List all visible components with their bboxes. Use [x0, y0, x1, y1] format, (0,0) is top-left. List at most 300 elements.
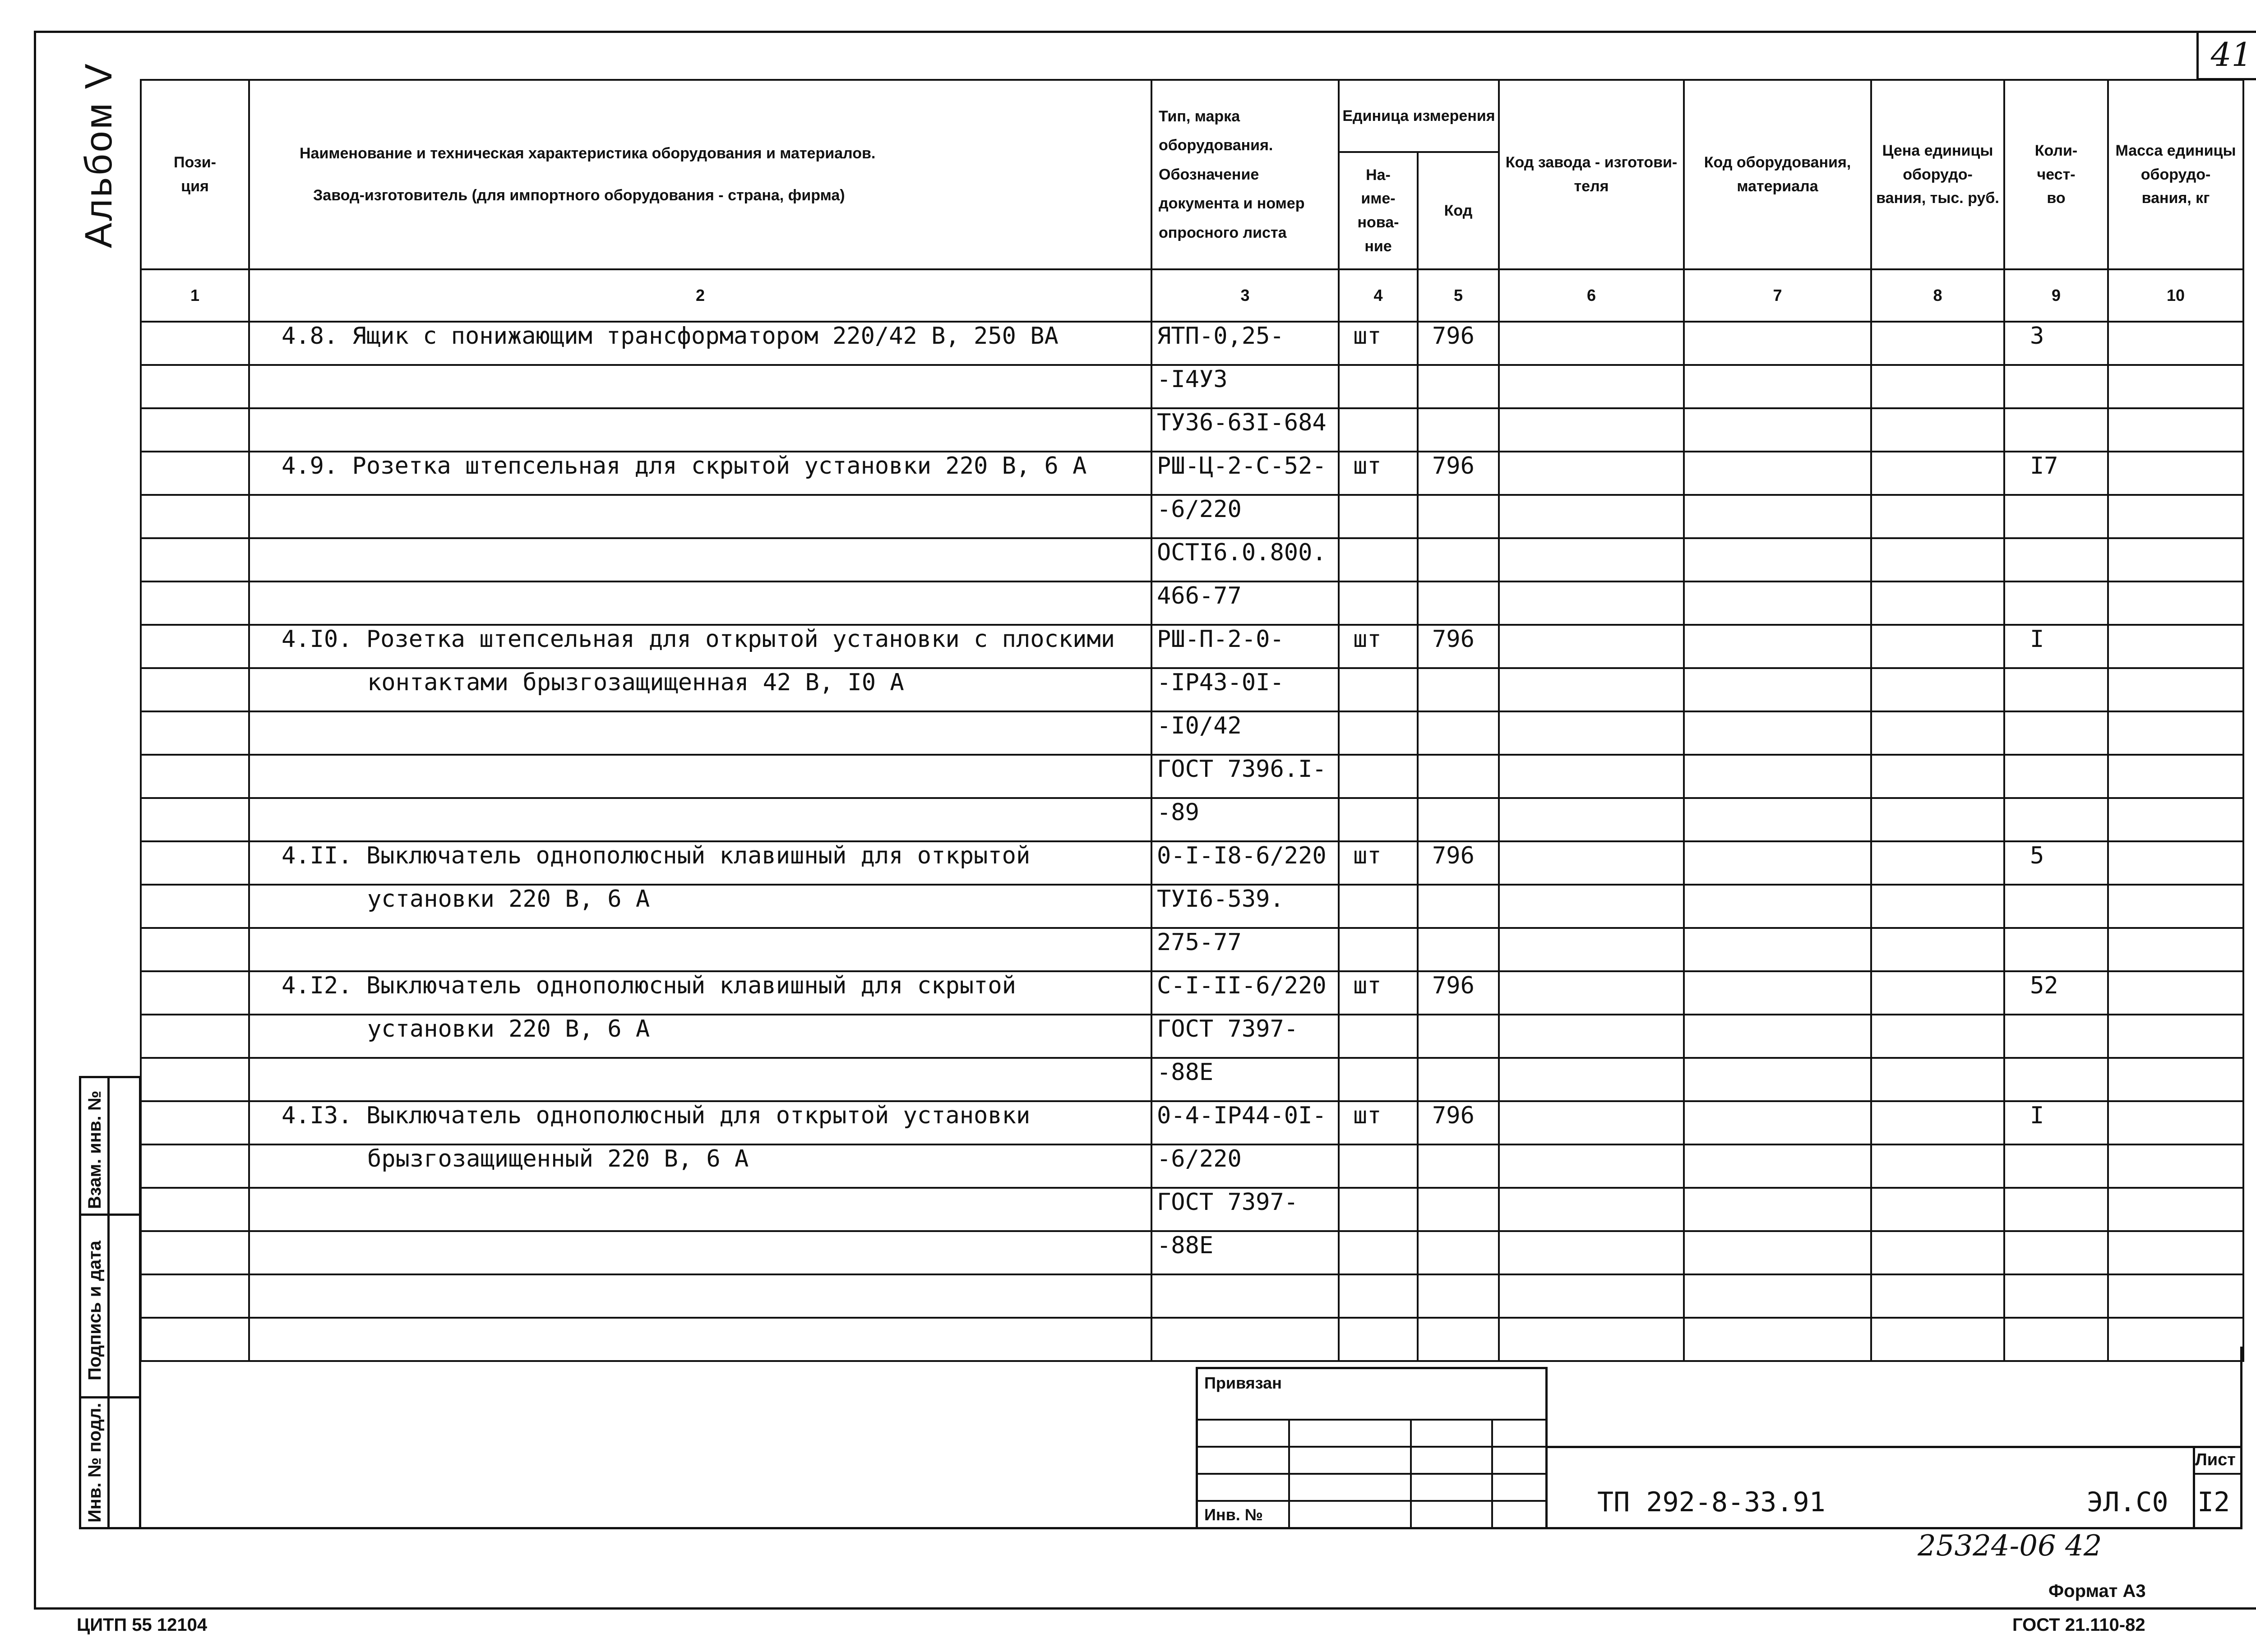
cell-name [249, 755, 1151, 798]
signature-date-label: Подпись и дата [85, 1241, 105, 1380]
cell-code [1418, 1015, 1499, 1058]
cell-unit [1339, 452, 1418, 495]
cell-pos [141, 668, 249, 711]
cell-qty [2004, 971, 2108, 1015]
table-row [141, 928, 2243, 971]
cell-price [1871, 885, 2004, 928]
cell-type [1151, 581, 1339, 625]
cell-name [249, 841, 1151, 885]
cell-equip [1684, 1318, 1871, 1361]
header-price: Цена единицы оборудо- вания, тыс. руб. [1871, 80, 2004, 269]
cell-equip [1684, 755, 1871, 798]
cell-factory [1499, 1058, 1684, 1101]
side-stamp-border [79, 1527, 141, 1529]
table-row [141, 1015, 2243, 1058]
cell-equip [1684, 581, 1871, 625]
cell-mass [2108, 452, 2243, 495]
cell-code [1418, 1274, 1499, 1318]
cell-pos [141, 1188, 249, 1231]
cell-type-text: -89 [1157, 799, 1199, 826]
cell-name [249, 538, 1151, 581]
cell-price [1871, 841, 2004, 885]
cell-price [1871, 1188, 2004, 1231]
cell-qty-text: I7 [2030, 452, 2058, 480]
specification-body [141, 322, 2243, 1361]
cell-price [1871, 711, 2004, 755]
cell-unit [1339, 668, 1418, 711]
cell-mass [2108, 841, 2243, 885]
col-number: 5 [1418, 269, 1499, 322]
cell-name [249, 495, 1151, 538]
cell-code [1418, 408, 1499, 452]
cell-equip [1684, 1015, 1871, 1058]
cell-equip [1684, 625, 1871, 668]
side-stamp-border [107, 1076, 110, 1529]
header-position: Пози- ция [141, 80, 249, 269]
cell-factory [1499, 1015, 1684, 1058]
cell-factory [1499, 798, 1684, 841]
side-stamp-border [79, 1396, 141, 1398]
cell-qty [2004, 365, 2108, 408]
cell-price [1871, 1015, 2004, 1058]
cell-type [1151, 841, 1339, 885]
footer-left-code: ЦИТП 55 12104 [77, 1615, 208, 1635]
cell-price [1871, 1231, 2004, 1274]
cell-factory [1499, 1231, 1684, 1274]
cell-unit-text: шт [1353, 1102, 1382, 1129]
cell-name [249, 1188, 1151, 1231]
cell-mass [2108, 885, 2243, 928]
cell-name [249, 408, 1151, 452]
cell-equip [1684, 322, 1871, 365]
table-row [141, 668, 2243, 711]
cell-factory [1499, 971, 1684, 1015]
cell-pos [141, 1101, 249, 1144]
cell-name [249, 625, 1151, 668]
cell-unit [1339, 408, 1418, 452]
cell-name-text: установки 220 В, 6 А [367, 1015, 650, 1043]
table-row [141, 885, 2243, 928]
cell-mass [2108, 1144, 2243, 1188]
cell-factory [1499, 625, 1684, 668]
cell-type-text: ТУ36-63I-684 [1157, 409, 1327, 436]
cell-code [1418, 755, 1499, 798]
cell-pos [141, 495, 249, 538]
table-row [141, 365, 2243, 408]
cell-factory [1499, 452, 1684, 495]
cell-pos [141, 1274, 249, 1318]
cell-factory [1499, 322, 1684, 365]
cell-mass [2108, 495, 2243, 538]
cell-factory [1499, 711, 1684, 755]
cell-equip [1684, 798, 1871, 841]
table-row [141, 495, 2243, 538]
cell-type [1151, 495, 1339, 538]
cell-unit [1339, 365, 1418, 408]
cell-mass [2108, 798, 2243, 841]
inv-original-label: Инв. № подл. [85, 1403, 105, 1523]
cell-unit [1339, 1318, 1418, 1361]
cell-type-text: -I4У3 [1157, 366, 1228, 393]
cell-type [1151, 1188, 1339, 1231]
cell-price [1871, 1058, 2004, 1101]
cell-mass [2108, 668, 2243, 711]
cell-type-text: ОСТI6.0.800. [1157, 539, 1327, 566]
cell-name-text: 4.I2. Выключатель однополюсный клавишный для скрытой [282, 972, 1016, 999]
cell-qty-text: I [2030, 1102, 2044, 1129]
cell-price [1871, 322, 2004, 365]
cell-qty-text: 52 [2030, 972, 2058, 999]
cell-price [1871, 928, 2004, 971]
cell-qty [2004, 928, 2108, 971]
cell-name [249, 1318, 1151, 1361]
cell-unit [1339, 1144, 1418, 1188]
cell-name-text: установки 220 В, 6 А [367, 886, 650, 913]
table-row [141, 1188, 2243, 1231]
cell-factory [1499, 538, 1684, 581]
cell-code [1418, 1318, 1499, 1361]
cell-type [1151, 971, 1339, 1015]
cell-qty [2004, 495, 2108, 538]
cell-unit [1339, 581, 1418, 625]
cell-type [1151, 1274, 1339, 1318]
cell-qty [2004, 1058, 2108, 1101]
cell-name-text: контактами брызгозащищенная 42 В, I0 А [367, 669, 904, 696]
cell-qty [2004, 755, 2108, 798]
cell-qty [2004, 625, 2108, 668]
cell-factory [1499, 495, 1684, 538]
cell-code [1418, 365, 1499, 408]
col-number: 4 [1339, 269, 1418, 322]
cell-factory [1499, 365, 1684, 408]
cell-mass [2108, 625, 2243, 668]
cell-equip [1684, 1058, 1871, 1101]
cell-mass [2108, 365, 2243, 408]
cell-type [1151, 408, 1339, 452]
inv-no-label: Инв. № [1204, 1505, 1263, 1524]
table-row [141, 1144, 2243, 1188]
cell-factory [1499, 755, 1684, 798]
cell-type-text: -6/220 [1157, 1145, 1242, 1172]
cell-name [249, 798, 1151, 841]
cell-type [1151, 928, 1339, 971]
cell-equip [1684, 1274, 1871, 1318]
side-stamp-border [79, 1214, 141, 1216]
cell-equip [1684, 1188, 1871, 1231]
cell-type [1151, 322, 1339, 365]
cell-mass [2108, 1101, 2243, 1144]
cell-type-text: 0-I-I8-6/220 [1157, 842, 1327, 869]
cell-mass [2108, 711, 2243, 755]
cell-code [1418, 538, 1499, 581]
cell-name [249, 1274, 1151, 1318]
cell-name-text: 4.I0. Розетка штепсельная для открытой установки с плоскими [282, 626, 1115, 653]
cell-qty [2004, 798, 2108, 841]
table-row [141, 322, 2243, 365]
cell-type [1151, 365, 1339, 408]
table-row [141, 581, 2243, 625]
cell-mass [2108, 1231, 2243, 1274]
cell-unit-text: шт [1353, 972, 1382, 999]
cell-name [249, 885, 1151, 928]
cell-name [249, 1015, 1151, 1058]
cell-type-text: 466-77 [1157, 582, 1242, 609]
header-quantity: Коли- чест- во [2004, 80, 2108, 269]
cell-equip [1684, 841, 1871, 885]
col-number: 6 [1499, 269, 1684, 322]
cell-price [1871, 452, 2004, 495]
cell-code-text: 796 [1432, 972, 1475, 999]
cell-equip [1684, 668, 1871, 711]
cell-pos [141, 408, 249, 452]
cell-qty [2004, 581, 2108, 625]
cell-type-text: ТУI6-539. [1157, 886, 1284, 913]
cell-type [1151, 625, 1339, 668]
cell-name [249, 1058, 1151, 1101]
cell-qty-text: 5 [2030, 842, 2044, 869]
cell-equip [1684, 495, 1871, 538]
cell-pos [141, 1318, 249, 1361]
corner-sheet-number: 41 [2196, 31, 2256, 80]
cell-pos [141, 1058, 249, 1101]
list-label: Лист [2195, 1450, 2236, 1469]
header-unit-code: Код [1418, 152, 1499, 269]
table-row [141, 452, 2243, 495]
cell-equip [1684, 1101, 1871, 1144]
cell-price [1871, 1318, 2004, 1361]
cell-type [1151, 755, 1339, 798]
column-numbers [141, 269, 2243, 322]
cell-type-text: -IP43-0I- [1157, 669, 1284, 696]
cell-qty [2004, 711, 2108, 755]
cell-price [1871, 755, 2004, 798]
side-stamp-border [139, 1076, 141, 1529]
cell-code [1418, 322, 1499, 365]
cell-unit-text: шт [1353, 452, 1382, 480]
cell-factory [1499, 928, 1684, 971]
cell-name-text: 4.I3. Выключатель однополюсный для открытой установки [282, 1102, 1031, 1129]
cell-mass [2108, 581, 2243, 625]
list-number: I2 [2197, 1486, 2230, 1518]
cell-name [249, 1101, 1151, 1144]
cell-code [1418, 971, 1499, 1015]
cell-code [1418, 668, 1499, 711]
cell-code [1418, 798, 1499, 841]
cell-pos [141, 798, 249, 841]
header-factory-code: Код завода - изготови- теля [1499, 80, 1684, 269]
cell-code [1418, 581, 1499, 625]
table-row [141, 755, 2243, 798]
cell-factory [1499, 581, 1684, 625]
cell-factory [1499, 1274, 1684, 1318]
cell-code-text: 796 [1432, 323, 1475, 350]
cell-equip [1684, 408, 1871, 452]
col-number: 8 [1871, 269, 2004, 322]
cell-equip [1684, 452, 1871, 495]
document-code: ТП 292-8-33.91 [1597, 1486, 1826, 1518]
document-suffix: ЭЛ.С0 [2087, 1486, 2168, 1518]
cell-pos [141, 452, 249, 495]
cell-mass [2108, 928, 2243, 971]
cell-qty [2004, 885, 2108, 928]
cell-pos [141, 365, 249, 408]
cell-code [1418, 625, 1499, 668]
table-row [141, 1274, 2243, 1318]
cell-price [1871, 495, 2004, 538]
cell-factory [1499, 1188, 1684, 1231]
cell-type-text: ГОСТ 7397- [1157, 1015, 1299, 1043]
table-row [141, 971, 2243, 1015]
col-number: 7 [1684, 269, 1871, 322]
privyazan-label: Привязан [1204, 1374, 1282, 1392]
cell-unit [1339, 798, 1418, 841]
cell-qty [2004, 1274, 2108, 1318]
cell-pos [141, 1231, 249, 1274]
cell-pos [141, 538, 249, 581]
table-row [141, 1101, 2243, 1144]
cell-code [1418, 1058, 1499, 1101]
header-unit: Единица измерения [1339, 80, 1499, 152]
cell-code-text: 796 [1432, 452, 1475, 480]
cell-name [249, 365, 1151, 408]
cell-type [1151, 798, 1339, 841]
cell-qty [2004, 538, 2108, 581]
header-type: Тип, марка оборудования. Обозначение документа и номер опросного листа [1151, 80, 1339, 269]
cell-pos [141, 711, 249, 755]
cell-pos [141, 625, 249, 668]
cell-code [1418, 452, 1499, 495]
cell-price [1871, 668, 2004, 711]
cell-pos [141, 755, 249, 798]
cell-price [1871, 1144, 2004, 1188]
col-number: 2 [249, 269, 1151, 322]
cell-factory [1499, 668, 1684, 711]
table-row [141, 538, 2243, 581]
cell-type [1151, 538, 1339, 581]
cell-unit [1339, 1101, 1418, 1144]
col-number: 3 [1151, 269, 1339, 322]
cell-unit [1339, 625, 1418, 668]
cell-mass [2108, 971, 2243, 1015]
binding-stamp [1196, 1367, 1548, 1529]
cell-equip [1684, 928, 1871, 971]
cell-unit [1339, 885, 1418, 928]
cell-name [249, 928, 1151, 971]
cell-qty-text: 3 [2030, 323, 2044, 350]
cell-qty [2004, 1318, 2108, 1361]
cell-code [1418, 1188, 1499, 1231]
cell-mass [2108, 538, 2243, 581]
cell-unit [1339, 928, 1418, 971]
header-name: Наименование и техническая характеристика оборудования и материалов. Завод-изготовитель (для импортного оборудования - страна, фирма) [249, 80, 1151, 269]
header-equipment-code: Код оборудования, материала [1684, 80, 1871, 269]
cell-type [1151, 668, 1339, 711]
cell-unit [1339, 538, 1418, 581]
cell-qty [2004, 668, 2108, 711]
cell-factory [1499, 885, 1684, 928]
cell-unit [1339, 755, 1418, 798]
table-row [141, 625, 2243, 668]
cell-pos [141, 1015, 249, 1058]
table-row [141, 711, 2243, 755]
title-block-border [1548, 1446, 2242, 1448]
cell-pos [141, 581, 249, 625]
cell-qty [2004, 1101, 2108, 1144]
cell-price [1871, 1274, 2004, 1318]
cell-type-text: С-I-II-6/220 [1157, 972, 1327, 999]
cell-unit [1339, 711, 1418, 755]
cell-name-text: брызгозащищенный 220 В, 6 А [367, 1145, 749, 1172]
cell-name [249, 452, 1151, 495]
cell-pos [141, 885, 249, 928]
cell-name [249, 1144, 1151, 1188]
footer-gost: ГОСТ 21.110-82 [2012, 1615, 2145, 1635]
cell-factory [1499, 1144, 1684, 1188]
col-number: 9 [2004, 269, 2108, 322]
cell-qty [2004, 841, 2108, 885]
cell-mass [2108, 755, 2243, 798]
cell-code [1418, 1231, 1499, 1274]
cell-price [1871, 971, 2004, 1015]
table-row [141, 1318, 2243, 1361]
cell-code [1418, 1101, 1499, 1144]
cell-unit-text: шт [1353, 842, 1382, 869]
cell-type [1151, 1101, 1339, 1144]
cell-price [1871, 1101, 2004, 1144]
cell-type-text: ГОСТ 7397- [1157, 1189, 1299, 1216]
cell-qty [2004, 1144, 2108, 1188]
cell-qty [2004, 408, 2108, 452]
cell-unit [1339, 1188, 1418, 1231]
cell-qty [2004, 1188, 2108, 1231]
cell-type-text: ГОСТ 7396.I- [1157, 756, 1327, 783]
cell-name-text: 4.8. Ящик с понижающим трансформатором 220/42 В, 250 ВА [282, 323, 1059, 350]
cell-type [1151, 452, 1339, 495]
cell-type [1151, 1015, 1339, 1058]
album-label: Альбом V [77, 62, 120, 248]
cell-price [1871, 365, 2004, 408]
cell-code-text: 796 [1432, 626, 1475, 653]
cell-factory [1499, 1318, 1684, 1361]
cell-code [1418, 711, 1499, 755]
table-row [141, 798, 2243, 841]
cell-type-text: РШ-Ц-2-С-52- [1157, 452, 1327, 480]
cell-qty [2004, 1231, 2108, 1274]
cell-unit [1339, 1058, 1418, 1101]
cell-price [1871, 581, 2004, 625]
cell-mass [2108, 1188, 2243, 1231]
cell-code-text: 796 [1432, 842, 1475, 869]
cell-name [249, 711, 1151, 755]
cell-type-text: -6/220 [1157, 496, 1242, 523]
cell-type-text: РШ-П-2-0- [1157, 626, 1284, 653]
cell-equip [1684, 1144, 1871, 1188]
cell-price [1871, 625, 2004, 668]
side-stamp-border [79, 1076, 81, 1529]
cell-name-text: 4.II. Выключатель однополюсный клавишный для открытой [282, 842, 1031, 869]
cell-pos [141, 971, 249, 1015]
handwritten-number: 25324-06 42 [1918, 1529, 2102, 1563]
cell-pos [141, 322, 249, 365]
cell-unit [1339, 1274, 1418, 1318]
cell-pos [141, 928, 249, 971]
cell-factory [1499, 841, 1684, 885]
cell-qty [2004, 322, 2108, 365]
cell-mass [2108, 408, 2243, 452]
cell-code [1418, 495, 1499, 538]
cell-code-text: 796 [1432, 1102, 1475, 1129]
cell-type-text: -88Е [1157, 1232, 1214, 1259]
